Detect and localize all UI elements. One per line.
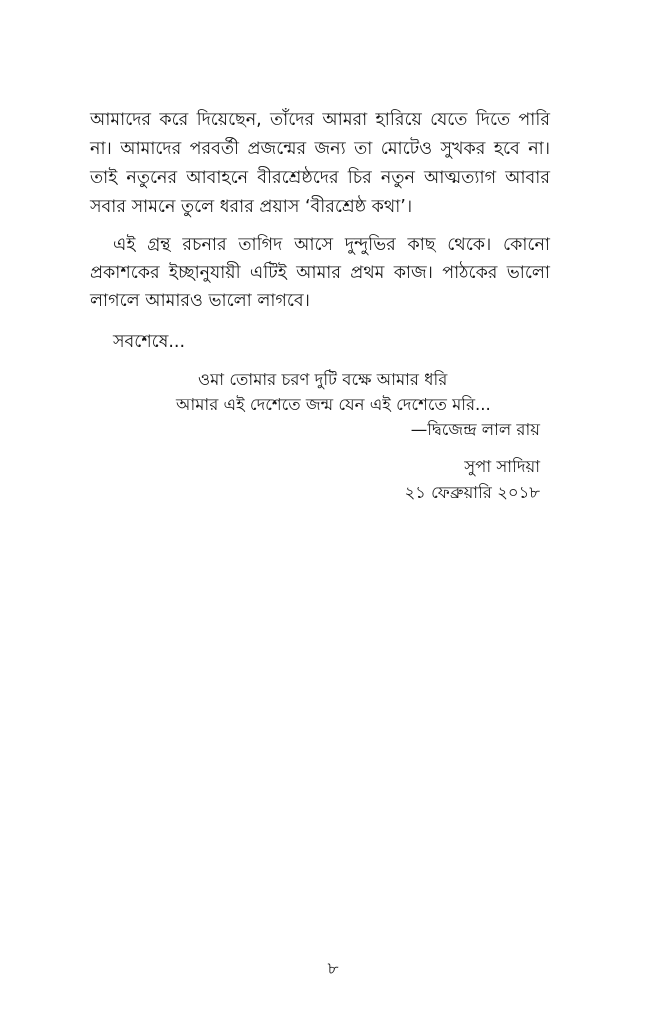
author-name: সুপা সাদিয়া <box>464 457 540 476</box>
verse-attribution: —দ্বিজেন্দ্র লাল রায় <box>410 420 540 439</box>
page-number: ৮ <box>327 959 339 979</box>
paragraph-1-line-4: সবার সামনে তুলে ধরার প্রয়াস ‘বীরশ্রেষ্ঠ কথা’। <box>90 197 413 217</box>
paragraph-2-line-3: লাগলে আমারও ভালো লাগবে। <box>90 291 310 311</box>
closing-text: সবশেষে... <box>113 332 186 352</box>
paragraph-1-line-3: তাই নতুনের আবাহনে বীরশ্রেষ্ঠদের চির নতুন আত্মত্যাগ আবার <box>90 168 550 188</box>
verse-line-1: ওমা তোমার চরণ দুটি বক্ষে আমার ধরি <box>198 370 448 389</box>
verse-line-2: আমার এই দেশেতে জন্ম যেন এই দেশেতে মরি... <box>176 395 491 414</box>
paragraph-2-line-1: এই গ্রন্থ রচনার তাগিদ আসে দুন্দুভির কাছ থেকে। কোনো <box>113 235 550 255</box>
signature-date: ২১ ফেব্রুয়ারি ২০১৮ <box>404 483 540 502</box>
paragraph-1-line-2: না। আমাদের পরবর্তী প্রজন্মের জন্য তা মোটেও সুখকর হবে না। <box>90 139 550 159</box>
paragraph-1-line-1: আমাদের করে দিয়েছেন, তাঁদের আমরা হারিয়ে যেতে দিতে পারি <box>90 110 550 130</box>
paragraph-2-line-2: প্রকাশকের ইচ্ছানুযায়ী এটিই আমার প্রথম কাজ। পাঠকের ভালো <box>90 263 550 283</box>
